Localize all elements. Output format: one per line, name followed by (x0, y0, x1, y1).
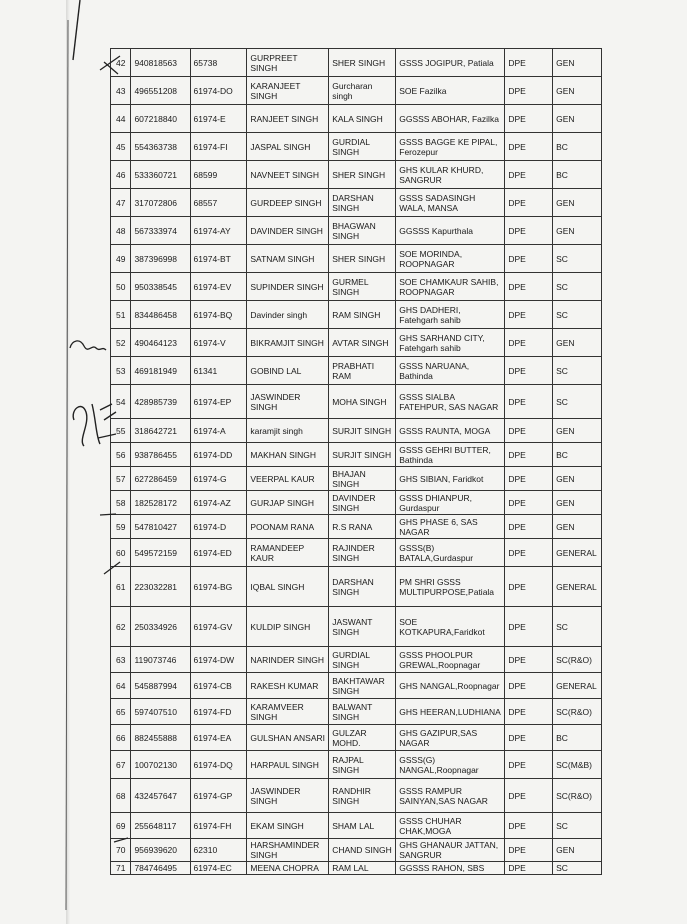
cell-name: GURJAP SINGH (247, 491, 329, 515)
table-row (111, 607, 602, 647)
cell-id: 545887994 (131, 673, 190, 699)
cell-sr: 69 (111, 813, 131, 839)
cell-father: RANDHIR SINGH (329, 779, 396, 813)
cell-school: GHS NANGAL,Roopnagar (396, 673, 505, 699)
cell-post: DPE (505, 105, 553, 133)
cell-name: GOBIND LAL (247, 357, 329, 385)
cell-school: GHS PHASE 6, SAS NAGAR (396, 515, 505, 539)
cell-reg: 61974-G (190, 467, 247, 491)
cell-name: NARINDER SINGH (247, 647, 329, 673)
cell-school: GSSS DHIANPUR, Gurdaspur (396, 491, 505, 515)
cell-id: 607218840 (131, 105, 190, 133)
cell-category: BC (553, 161, 602, 189)
cell-sr: 50 (111, 273, 131, 301)
cell-category: GENERAL (553, 567, 602, 607)
cell-reg: 61974-BQ (190, 301, 247, 329)
cell-id: 950338545 (131, 273, 190, 301)
cell-reg: 61974-EV (190, 273, 247, 301)
cell-category: GEN (553, 467, 602, 491)
table-row (111, 443, 602, 467)
cell-id: 533360721 (131, 161, 190, 189)
cell-category: SC (553, 607, 602, 647)
cell-sr: 63 (111, 647, 131, 673)
cell-father: CHAND SINGH (329, 839, 396, 862)
cell-father: R.S RANA (329, 515, 396, 539)
cell-post: DPE (505, 779, 553, 813)
table-row (111, 357, 602, 385)
cell-category: GEN (553, 839, 602, 862)
cell-id: 250334926 (131, 607, 190, 647)
cell-school: GHS GAZIPUR,SAS NAGAR (396, 725, 505, 751)
cell-school: SOE Fazilka (396, 77, 505, 105)
cell-reg: 61974-FH (190, 813, 247, 839)
table-row (111, 862, 602, 875)
cell-id: 428985739 (131, 385, 190, 419)
cell-school: GHS SARHAND CITY, Fatehgarh sahib (396, 329, 505, 357)
table-row (111, 329, 602, 357)
cell-category: GEN (553, 49, 602, 77)
cell-post: DPE (505, 467, 553, 491)
cell-sr: 57 (111, 467, 131, 491)
cell-sr: 55 (111, 419, 131, 443)
cell-reg: 61974-CB (190, 673, 247, 699)
cell-category: GEN (553, 105, 602, 133)
cell-sr: 42 (111, 49, 131, 77)
cell-sr: 62 (111, 607, 131, 647)
cell-reg: 61974-E (190, 105, 247, 133)
table-row (111, 539, 602, 567)
cell-reg: 61974-AZ (190, 491, 247, 515)
cell-category: GEN (553, 329, 602, 357)
cell-post: DPE (505, 329, 553, 357)
cell-father: DAVINDER SINGH (329, 491, 396, 515)
cell-post: DPE (505, 515, 553, 539)
cell-sr: 56 (111, 443, 131, 467)
table-row (111, 491, 602, 515)
table-row (111, 217, 602, 245)
cell-post: DPE (505, 862, 553, 875)
cell-post: DPE (505, 813, 553, 839)
cell-post: DPE (505, 49, 553, 77)
cell-school: GSSS PHOOLPUR GREWAL,Roopnagar (396, 647, 505, 673)
candidate-table (110, 48, 602, 875)
cell-reg: 61974-DQ (190, 751, 247, 779)
cell-post: DPE (505, 725, 553, 751)
cell-father: BHAGWAN SINGH (329, 217, 396, 245)
cell-father: RAM LAL (329, 862, 396, 875)
cell-sr: 48 (111, 217, 131, 245)
cell-reg: 62310 (190, 839, 247, 862)
cell-name: DAVINDER SINGH (247, 217, 329, 245)
cell-name: GURDEEP SINGH (247, 189, 329, 217)
table-row (111, 385, 602, 419)
cell-name: SUPINDER SINGH (247, 273, 329, 301)
cell-father: KALA SINGH (329, 105, 396, 133)
cell-reg: 61974-GP (190, 779, 247, 813)
cell-sr: 53 (111, 357, 131, 385)
cell-school: SOE CHAMKAUR SAHIB, ROOPNAGAR (396, 273, 505, 301)
cell-sr: 49 (111, 245, 131, 273)
cell-school: GSSS BAGGE KE PIPAL, Ferozepur (396, 133, 505, 161)
cell-sr: 52 (111, 329, 131, 357)
cell-post: DPE (505, 245, 553, 273)
cell-name: JASPAL SINGH (247, 133, 329, 161)
cell-sr: 68 (111, 779, 131, 813)
cell-father: SHER SINGH (329, 49, 396, 77)
cell-reg: 61341 (190, 357, 247, 385)
cell-sr: 60 (111, 539, 131, 567)
cell-school: GSSS(G) NANGAL,Roopnagar (396, 751, 505, 779)
cell-post: DPE (505, 539, 553, 567)
cell-post: DPE (505, 161, 553, 189)
cell-reg: 61974-FD (190, 699, 247, 725)
cell-id: 496551208 (131, 77, 190, 105)
cell-school: GSSS NARUANA, Bathinda (396, 357, 505, 385)
cell-id: 490464123 (131, 329, 190, 357)
table-row (111, 133, 602, 161)
cell-reg: 61974-DW (190, 647, 247, 673)
cell-sr: 71 (111, 862, 131, 875)
cell-category: SC (553, 301, 602, 329)
cell-father: Gurcharan singh (329, 77, 396, 105)
cell-reg: 61974-A (190, 419, 247, 443)
table-row (111, 105, 602, 133)
cell-sr: 64 (111, 673, 131, 699)
cell-post: DPE (505, 273, 553, 301)
cell-father: RAM SINGH (329, 301, 396, 329)
cell-post: DPE (505, 189, 553, 217)
table-row (111, 567, 602, 607)
cell-sr: 51 (111, 301, 131, 329)
cell-name: JASWINDER SINGH (247, 385, 329, 419)
cell-id: 432457647 (131, 779, 190, 813)
cell-school: GSSS CHUHAR CHAK,MOGA (396, 813, 505, 839)
table-row (111, 839, 602, 862)
cell-id: 627286459 (131, 467, 190, 491)
table-row (111, 419, 602, 443)
cell-post: DPE (505, 419, 553, 443)
table-row (111, 301, 602, 329)
cell-father: DARSHAN SINGH (329, 567, 396, 607)
table-row (111, 245, 602, 273)
cell-category: SC (553, 357, 602, 385)
cell-reg: 61974-ED (190, 539, 247, 567)
cell-father: SURJIT SINGH (329, 443, 396, 467)
cell-school: GSSS GEHRI BUTTER, Bathinda (396, 443, 505, 467)
signature-scribble-1 (70, 341, 106, 350)
cell-id: 255648117 (131, 813, 190, 839)
table-row (111, 673, 602, 699)
table-row (111, 161, 602, 189)
cell-id: 100702130 (131, 751, 190, 779)
cell-category: GEN (553, 77, 602, 105)
cell-name: IQBAL SINGH (247, 567, 329, 607)
cell-sr: 61 (111, 567, 131, 607)
table-body (111, 49, 602, 875)
cell-id: 119073746 (131, 647, 190, 673)
table-row (111, 515, 602, 539)
cell-category: SC(R&O) (553, 779, 602, 813)
cell-reg: 61974-BT (190, 245, 247, 273)
cell-name: RANJEET SINGH (247, 105, 329, 133)
cell-post: DPE (505, 567, 553, 607)
cell-name: BIKRAMJIT SINGH (247, 329, 329, 357)
cell-name: HARPAUL SINGH (247, 751, 329, 779)
cell-reg: 61974-D (190, 515, 247, 539)
cell-father: RAJPAL SINGH (329, 751, 396, 779)
cell-id: 938786455 (131, 443, 190, 467)
cell-post: DPE (505, 699, 553, 725)
cell-id: 317072806 (131, 189, 190, 217)
cell-father: PRABHATI RAM (329, 357, 396, 385)
cell-name: karamjit singh (247, 419, 329, 443)
cell-father: SHER SINGH (329, 161, 396, 189)
cell-name: POONAM RANA (247, 515, 329, 539)
cell-sr: 46 (111, 161, 131, 189)
cell-father: RAJINDER SINGH (329, 539, 396, 567)
cell-sr: 54 (111, 385, 131, 419)
cell-name: RAMANDEEP KAUR (247, 539, 329, 567)
cell-father: AVTAR SINGH (329, 329, 396, 357)
table-row (111, 647, 602, 673)
cell-school: PM SHRI GSSS MULTIPURPOSE,Patiala (396, 567, 505, 607)
cell-name: EKAM SINGH (247, 813, 329, 839)
cell-id: 469181949 (131, 357, 190, 385)
cell-id: 549572159 (131, 539, 190, 567)
cell-name: KARANJEET SINGH (247, 77, 329, 105)
cell-father: GURDIAL SINGH (329, 133, 396, 161)
cell-school: GGSSS ABOHAR, Fazilka (396, 105, 505, 133)
cell-name: KARAMVEER SINGH (247, 699, 329, 725)
cell-post: DPE (505, 839, 553, 862)
cell-school: GSSS(B) BATALA,Gurdaspur (396, 539, 505, 567)
cell-school: GHS DADHERI, Fatehgarh sahib (396, 301, 505, 329)
cell-sr: 70 (111, 839, 131, 862)
cell-id: 940818563 (131, 49, 190, 77)
cell-category: GENERAL (553, 539, 602, 567)
cell-sr: 67 (111, 751, 131, 779)
cell-id: 834486458 (131, 301, 190, 329)
cell-father: SHAM LAL (329, 813, 396, 839)
cell-name: NAVNEET SINGH (247, 161, 329, 189)
table-row (111, 467, 602, 491)
cell-reg: 61974-BG (190, 567, 247, 607)
cell-id: 597407510 (131, 699, 190, 725)
cell-category: SC(R&O) (553, 699, 602, 725)
cell-reg: 61974-DD (190, 443, 247, 467)
cell-school: GSSS JOGIPUR, Patiala (396, 49, 505, 77)
pen-stroke-top (73, 0, 80, 60)
table-row (111, 751, 602, 779)
cell-category: SC (553, 273, 602, 301)
table-row (111, 779, 602, 813)
cell-sr: 47 (111, 189, 131, 217)
cell-name: Davinder singh (247, 301, 329, 329)
cell-id: 784746495 (131, 862, 190, 875)
cell-post: DPE (505, 491, 553, 515)
cell-school: GHS HEERAN,LUDHIANA (396, 699, 505, 725)
cell-post: DPE (505, 385, 553, 419)
cell-reg: 68599 (190, 161, 247, 189)
cell-name: SATNAM SINGH (247, 245, 329, 273)
cell-category: BC (553, 443, 602, 467)
cell-id: 182528172 (131, 491, 190, 515)
cell-sr: 59 (111, 515, 131, 539)
cell-post: DPE (505, 443, 553, 467)
cell-reg: 61974-EA (190, 725, 247, 751)
cell-category: SC (553, 385, 602, 419)
cell-post: DPE (505, 301, 553, 329)
cell-school: GHS SIBIAN, Faridkot (396, 467, 505, 491)
cell-reg: 65738 (190, 49, 247, 77)
cell-sr: 45 (111, 133, 131, 161)
cell-reg: 61974-FI (190, 133, 247, 161)
cell-school: GHS KULAR KHURD, SANGRUR (396, 161, 505, 189)
cell-id: 318642721 (131, 419, 190, 443)
cell-father: DARSHAN SINGH (329, 189, 396, 217)
cell-name: MAKHAN SINGH (247, 443, 329, 467)
cell-category: SC(R&O) (553, 647, 602, 673)
cell-name: KULDIP SINGH (247, 607, 329, 647)
cell-category: GEN (553, 189, 602, 217)
cell-post: DPE (505, 217, 553, 245)
cell-reg: 61974-EP (190, 385, 247, 419)
cell-category: GENERAL (553, 673, 602, 699)
cell-school: GSSS SADASINGH WALA, MANSA (396, 189, 505, 217)
cell-father: GULZAR MOHD. (329, 725, 396, 751)
cell-reg: 68557 (190, 189, 247, 217)
cell-school: GHS GHANAUR JATTAN, SANGRUR (396, 839, 505, 862)
cell-school: SOE KOTKAPURA,Faridkot (396, 607, 505, 647)
table-row (111, 77, 602, 105)
cell-category: GEN (553, 419, 602, 443)
table-row (111, 813, 602, 839)
cell-father: SURJIT SINGH (329, 419, 396, 443)
cell-school: GGSSS Kapurthala (396, 217, 505, 245)
cell-category: SC (553, 245, 602, 273)
cell-name: VEERPAL KAUR (247, 467, 329, 491)
cell-name: JASWINDER SINGH (247, 779, 329, 813)
cell-father: MOHA SINGH (329, 385, 396, 419)
table-row (111, 699, 602, 725)
cell-id: 547810427 (131, 515, 190, 539)
cell-school: GSSS RAUNTA, MOGA (396, 419, 505, 443)
cell-school: GSSS RAMPUR SAINYAN,SAS NAGAR (396, 779, 505, 813)
cell-category: BC (553, 133, 602, 161)
cell-post: DPE (505, 607, 553, 647)
cell-post: DPE (505, 357, 553, 385)
cell-category: BC (553, 725, 602, 751)
cell-post: DPE (505, 647, 553, 673)
cell-father: JASWANT SINGH (329, 607, 396, 647)
cell-id: 882455888 (131, 725, 190, 751)
cell-name: HARSHAMINDER SINGH (247, 839, 329, 862)
cell-name: GULSHAN ANSARI (247, 725, 329, 751)
cell-id: 223032281 (131, 567, 190, 607)
cell-name: GURPREET SINGH (247, 49, 329, 77)
cell-sr: 44 (111, 105, 131, 133)
cell-name: MEENA CHOPRA (247, 862, 329, 875)
cell-father: BAKHTAWAR SINGH (329, 673, 396, 699)
cell-father: GURMEL SINGH (329, 273, 396, 301)
cell-category: SC (553, 813, 602, 839)
cell-sr: 66 (111, 725, 131, 751)
cell-id: 387396998 (131, 245, 190, 273)
cell-category: GEN (553, 217, 602, 245)
cell-post: DPE (505, 133, 553, 161)
cell-sr: 65 (111, 699, 131, 725)
cell-category: GEN (553, 515, 602, 539)
cell-post: DPE (505, 673, 553, 699)
cell-school: GGSSS RAHON, SBS (396, 862, 505, 875)
cell-id: 554363738 (131, 133, 190, 161)
cell-reg: 61974-GV (190, 607, 247, 647)
cell-reg: 61974-DO (190, 77, 247, 105)
cell-reg: 61974-V (190, 329, 247, 357)
cell-school: GSSS SIALBA FATEHPUR, SAS NAGAR (396, 385, 505, 419)
cell-school: SOE MORINDA, ROOPNAGAR (396, 245, 505, 273)
cell-category: SC (553, 862, 602, 875)
table-row (111, 49, 602, 77)
cell-father: BALWANT SINGH (329, 699, 396, 725)
page-edge (66, 0, 70, 924)
table-row (111, 189, 602, 217)
table-row (111, 273, 602, 301)
cell-reg: 61974-EC (190, 862, 247, 875)
cell-reg: 61974-AY (190, 217, 247, 245)
cell-name: RAKESH KUMAR (247, 673, 329, 699)
cell-category: GEN (553, 491, 602, 515)
table-row (111, 725, 602, 751)
cell-post: DPE (505, 751, 553, 779)
cell-sr: 43 (111, 77, 131, 105)
cell-category: SC(M&B) (553, 751, 602, 779)
cell-father: GURDIAL SINGH (329, 647, 396, 673)
cell-id: 956939620 (131, 839, 190, 862)
cell-sr: 58 (111, 491, 131, 515)
cell-id: 567333974 (131, 217, 190, 245)
cell-post: DPE (505, 77, 553, 105)
cell-father: SHER SINGH (329, 245, 396, 273)
cell-father: BHAJAN SINGH (329, 467, 396, 491)
